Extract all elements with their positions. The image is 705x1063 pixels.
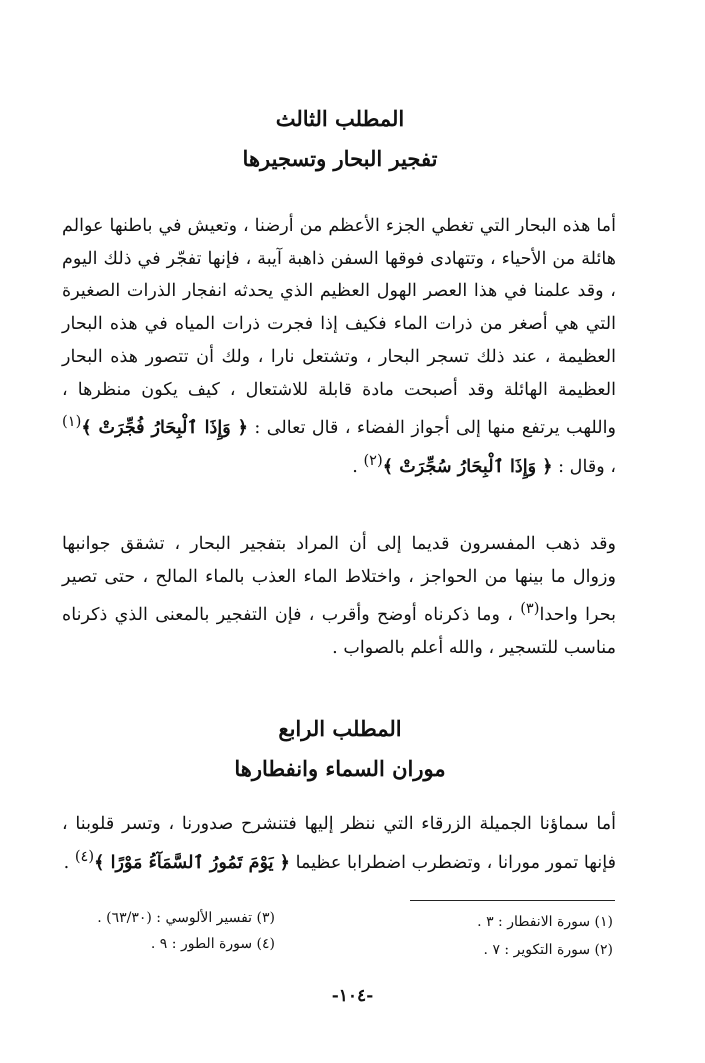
- footnote-2: (٢) سورة التكوير : ٧ .: [483, 942, 613, 958]
- footnote-ref: (٢): [363, 451, 383, 469]
- paragraph-text: أما سماؤنا الجميلة الزرقاء التي ننظر إليها فتنشرح صدورنا ، وتسر قلوبنا ، فإنها تمور مورانا ، وتضطرب اضطرابا عظيما: [62, 814, 616, 873]
- section-4-heading: المطلب الرابع: [278, 716, 402, 741]
- footnote-3: (٣) تفسير الألوسي : (٦٣/٣٠) .: [97, 910, 275, 926]
- paragraph-text: أما هذه البحار التي تغطي الجزء الأعظم من أرضنا ، وتعيش في باطنها عوالم هائلة من الأحياء ، وتتهادى فوقها السفن ذاهبة آيبة ، فإنها تفجّر في ذلك اليوم ، وقد علمنا في هذا العصر الهول العظيم الذي يحدثه انفجار الذرات الصغيرة التي هي أصغر من ذرات الماء فكيف إذا فجرت ذرات المياه في هذه البحار العظيمة ، عند ذلك تسجر البحار ، وتشتعل نارا ، ولك أن تتصور هذه البحار العظيمة الهائلة وقد أصبحت مادة قابلة للاشتعال ، كيف يكون منظرها ، واللهب يرتفع منها إلى أجواز الفضاء ، قال تعالى :: [62, 216, 616, 439]
- footnote-1: (١) سورة الانفطار : ٣ .: [477, 914, 613, 930]
- section-4-subheading: موران السماء وانفطارها: [234, 756, 446, 781]
- paragraph-text: .: [63, 852, 70, 873]
- quran-verse: ﴿ وَإِذَا ٱلْبِحَارُ فُجِّرَتْ ﴾: [81, 417, 248, 439]
- footnote-divider: [410, 900, 615, 901]
- paragraph-text: ، وقال :: [558, 456, 616, 477]
- footnote-4: (٤) سورة الطور : ٩ .: [150, 936, 275, 952]
- quran-verse: ﴿ وَإِذَا ٱلْبِحَارُ سُجِّرَتْ ﴾: [382, 455, 553, 477]
- quran-verse: ﴿ يَوْمَ تَمُورُ ٱلسَّمَآءُ مَوْرًا ﴾: [94, 851, 290, 873]
- paragraph-text: ، وما ذكرناه أوضح وأقرب ، فإن التفجير بالمعنى الذي ذكرناه مناسب للتسجير ، والله أعلم بالصواب .: [62, 605, 616, 658]
- section-3-paragraph-2: [62, 528, 616, 665]
- page-number: -١٠٤-: [331, 986, 374, 1006]
- section-3-subheading: تفجير البحار وتسجيرها: [242, 146, 438, 171]
- footnote-ref: (٣): [520, 600, 540, 618]
- paragraph-text: .: [352, 456, 358, 477]
- paragraph-text: وقد ذهب المفسرون قديما إلى أن المراد بتفجير البحار ، تشقق جوانبها وزوال ما بينها من الحواجز ، واختلاط الماء العذب بالماء المالح ، حتى تصير بحرا واحدا: [62, 534, 617, 626]
- section-3-heading: المطلب الثالث: [275, 106, 405, 131]
- section-3-paragraph-1: [62, 210, 616, 483]
- footnote-ref: (١): [62, 413, 82, 431]
- section-4-paragraph-1: [62, 808, 616, 879]
- footnote-ref: (٤): [74, 847, 95, 865]
